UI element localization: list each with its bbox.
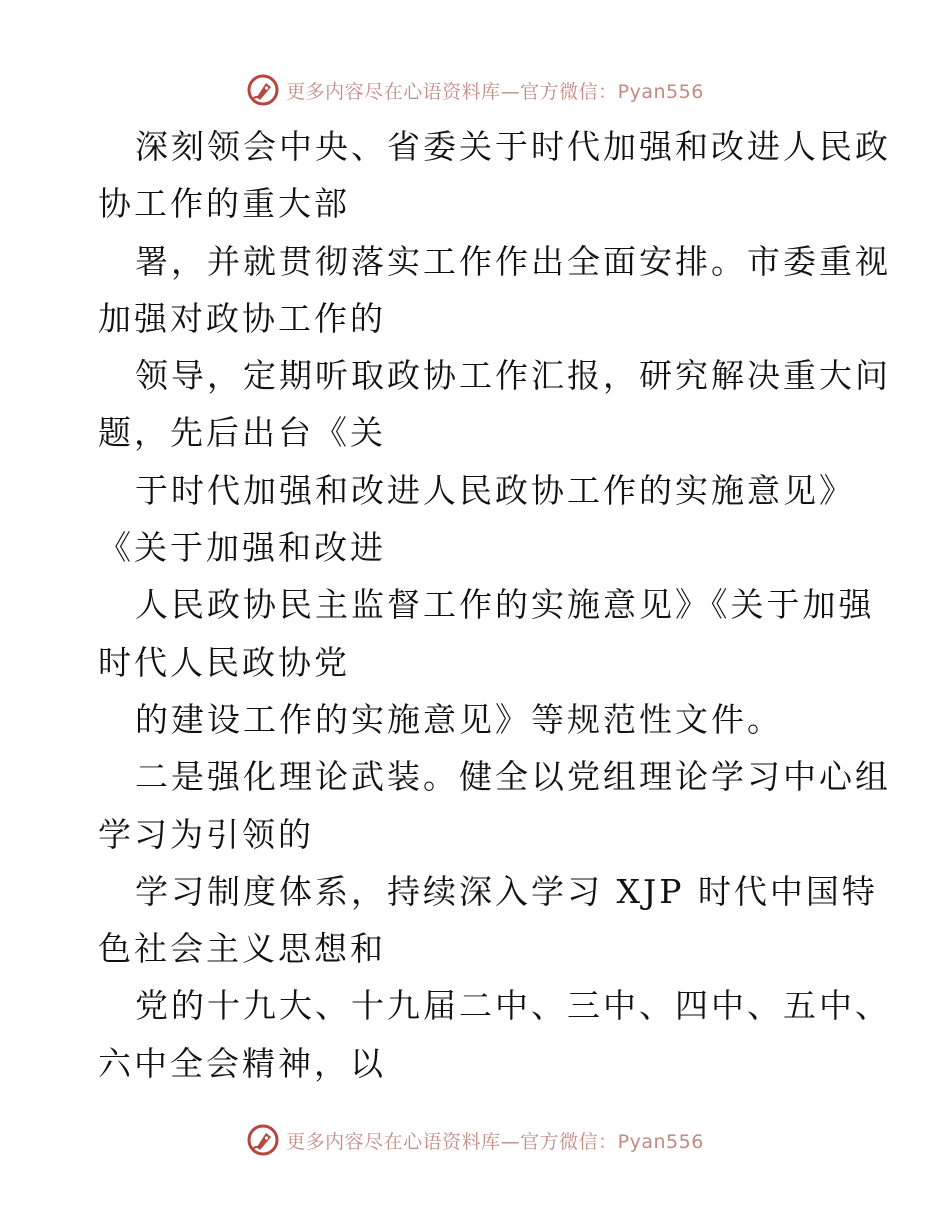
- footer-banner-text: 更多内容尽在心语资料库—官方微信：Pyan556: [286, 1130, 704, 1153]
- text-line: 深刻领会中央、省委关于时代加强和改进人民政: [135, 127, 891, 166]
- text-line: 协工作的重大部: [98, 184, 350, 224]
- header-banner-text: 更多内容尽在心语资料库—官方微信：Pyan556: [286, 80, 704, 103]
- text-line: 色社会主义思想和: [98, 929, 386, 969]
- pen-nib-logo-icon: [246, 73, 280, 107]
- text-line: 二是强化理论武装。健全以党组理论学习中心组: [135, 757, 891, 797]
- text-line: 学习制度体系，持续深入学习 XJP 时代中国特: [135, 871, 878, 911]
- pen-nib-logo-icon: [246, 1123, 280, 1157]
- text-line: 的建设工作的实施意见》等规范性文件。: [135, 699, 783, 739]
- text-line: 署，并就贯彻落实工作作出全面安排。市委重视: [135, 241, 891, 281]
- header-banner: [0, 70, 950, 110]
- text-line: 学习为引领的: [98, 814, 314, 854]
- text-line: 《关于加强和改进: [98, 528, 386, 568]
- text-line: 领导，定期听取政协工作汇报，研究解决重大问: [135, 356, 891, 396]
- text-line: 六中全会精神，以: [98, 1043, 386, 1083]
- document-body: [98, 118, 891, 1092]
- text-line: 加强对政协工作的: [98, 298, 386, 338]
- header-banner-inner: [246, 73, 704, 107]
- text-line: 题，先后出台《关: [98, 413, 386, 453]
- footer-banner: [0, 1120, 950, 1160]
- text-line: 时代人民政协党: [98, 642, 350, 682]
- text-line: 人民政协民主监督工作的实施意见》《关于加强: [135, 585, 875, 625]
- text-line: 党的十九大、十九届二中、三中、四中、五中、: [135, 986, 891, 1026]
- footer-banner-inner: [246, 1123, 704, 1157]
- text-line: 于时代加强和改进人民政协工作的实施意见》: [135, 470, 855, 510]
